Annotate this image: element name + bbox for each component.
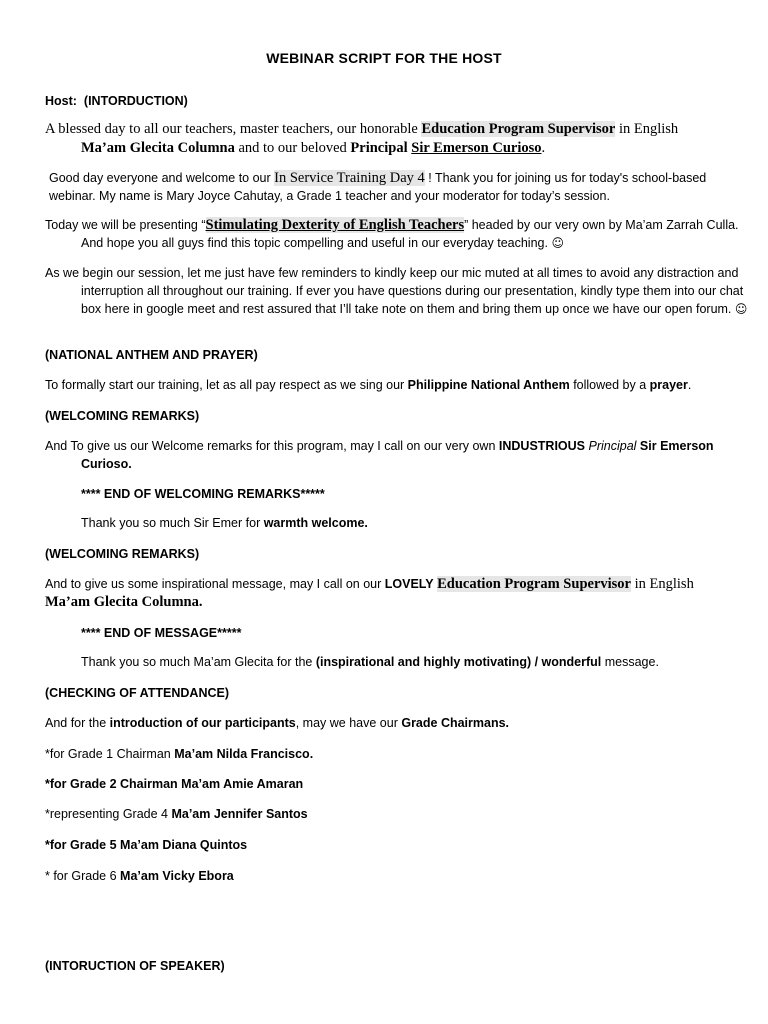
reminders-paragraph: As we begin our session, let me just have few reminders to kindly keep our mic muted at all times to avoid any distraction and interruption all throughout our training. If ever you have questions during our presentation, kindly type them into our chat box here in google meet and rest assured that I’ll take note on them and bring them up once we have our open forum. ☺: [45, 266, 748, 316]
section-heading-attendance: (CHECKING OF ATTENDANCE): [45, 686, 230, 700]
thanks-welcoming-line: Thank you so much Sir Emer for warmth welcome.: [81, 516, 368, 530]
section-heading-welcoming-2: (WELCOMING REMARKS): [45, 547, 200, 561]
anthem-name: Philippine National Anthem: [407, 378, 570, 392]
list-item: *representing Grade 4 Ma’am Jennifer Santos: [45, 807, 308, 821]
prayer-label: prayer: [649, 378, 688, 392]
lovely-label: LOVELY: [384, 577, 434, 591]
greeting-paragraph: A blessed day to all our teachers, master teachers, our honorable Education Program Supervisor in English Ma’am Glecita Columna and to our beloved Principal Sir Emerson Curioso.: [45, 121, 679, 156]
principal-italic: Principal: [588, 439, 637, 453]
list-item: *for Grade 5 Ma’am Diana Quintos: [45, 838, 248, 852]
list-item: *for Grade 2 Chairman Ma’am Amie Amaran: [45, 777, 304, 791]
welcoming-2-paragraph: And to give us some inspirational message, may I call on our LOVELY Education Program Supervisor in English Ma’am Glecita Columna.: [45, 576, 694, 610]
presenting-paragraph: Today we will be presenting “Stimulating Dexterity of English Teachers” headed by our very own by Ma’am Zarrah Culla. And hope you all guys find this topic compelling and useful in our everyday teaching. ☺: [45, 217, 739, 250]
smiley-icon: ☺: [734, 302, 748, 316]
section-heading-welcoming-1: (WELCOMING REMARKS): [45, 409, 200, 423]
smiley-icon: ☺: [551, 236, 564, 250]
list-item: * for Grade 6 Ma’am Vicky Ebora: [45, 869, 234, 883]
host-label: Host:: [45, 94, 77, 108]
principal-name: Sir Emerson Curioso.: [81, 439, 714, 471]
end-message-marker: **** END OF MESSAGE*****: [81, 626, 242, 640]
page-title: WEBINAR SCRIPT FOR THE HOST: [266, 50, 502, 66]
topic-title: Stimulating Dexterity of English Teachers: [205, 217, 465, 233]
principal-label: Principal: [350, 140, 408, 156]
training-name: In Service Training Day 4: [274, 170, 425, 186]
host-intro-line: [45, 92, 725, 110]
section-heading-introduction: (INTORDUCTION): [83, 94, 188, 108]
principal-name: Sir Emerson Curioso: [411, 140, 542, 156]
eps-title: Education Program Supervisor: [421, 121, 616, 137]
section-heading-anthem: (NATIONAL ANTHEM AND PRAYER): [45, 348, 258, 362]
industrious-label: INDUSTRIOUS: [498, 439, 586, 453]
attendance-paragraph: And for the introduction of our participants, may we have our Grade Chairmans.: [45, 716, 510, 730]
anthem-paragraph: To formally start our training, let as all pay respect as we sing our Philippine National Anthem followed by a prayer.: [45, 378, 692, 392]
glecita-name: Ma’am Glecita Columna.: [45, 594, 203, 610]
welcome-paragraph: Good day everyone and welcome to our In Service Training Day 4 ! Thank you for joining us for today's school-based webinar. My name is Mary Joyce Cahutay, a Grade 1 teacher and your moderator for today’s session.: [49, 170, 707, 203]
welcoming-1-paragraph: And To give us our Welcome remarks for this program, may I call on our very own INDUSTRIOUS Principal Sir Emerson Curioso.: [45, 439, 714, 471]
glecita-name: Ma’am Glecita Columna: [81, 140, 235, 156]
eps-title: Education Program Supervisor: [437, 576, 631, 592]
thanks-message-line: Thank you so much Ma’am Glecita for the (inspirational and highly motivating) / wonderful message.: [81, 655, 659, 669]
section-heading-speaker: (INTORUCTION OF SPEAKER): [45, 959, 225, 973]
list-item: *for Grade 1 Chairman Ma’am Nilda Francisco.: [45, 747, 314, 761]
end-welcoming-marker: **** END OF WELCOMING REMARKS*****: [81, 487, 325, 501]
